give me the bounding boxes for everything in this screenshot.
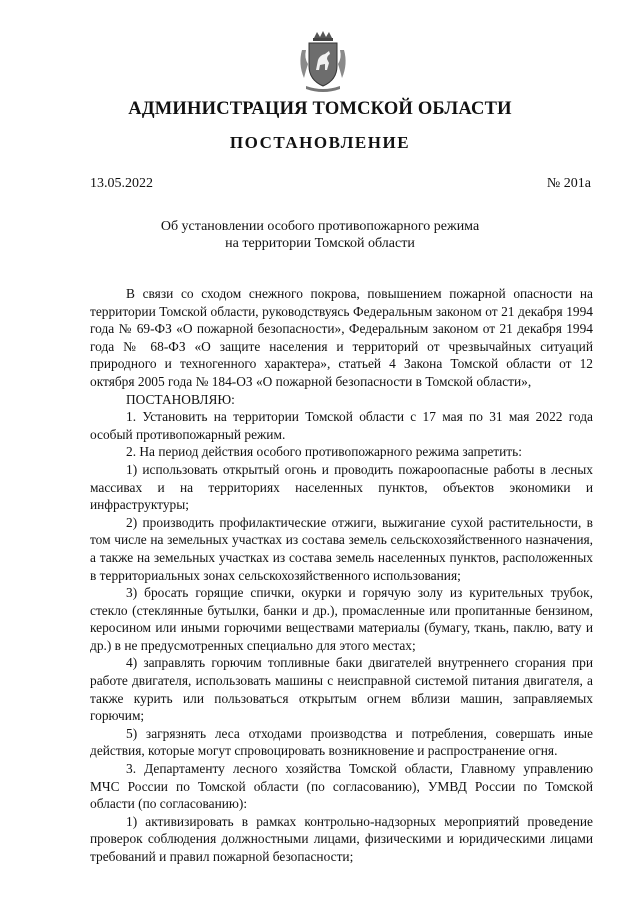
document-body [90,285,593,866]
resolve-heading: ПОСТАНОВЛЯЮ: [126,391,235,407]
document-subject [0,218,640,252]
clause-1: 1. Установить на территории Томской области с 17 мая по 31 мая 2022 года особый противопожарный режим. [90,409,593,442]
clause-2-5: 5) загрязнять леса отходами производства и потребления, совершать иные действия, которые могут спровоцировать возникновение и распространение огня. [90,725,593,759]
subject-line-1: Об установлении особого противопожарного режима [160,219,480,234]
clause-2-2: 2) производить профилактические отжиги, выжигание сухой растительности, в том числе на земельных участках из состава земель сельскохозяйственного назначения, а также на земельных участках из состава земель населенных пунктов, расположенных в территориальных зонах сельскохозяйственного использования; [90,514,593,583]
coat-of-arms-icon [296,30,350,94]
document-type: ПОСТАНОВЛЕНИЕ [229,133,411,152]
clause-2-4: 4) заправлять горючим топливные баки двигателей внутреннего сгорания при работе двигателя, использовать машины с неисправной системой питания двигателя, а также курить или пользоваться открытым огнем вблизи машин, заправляемых горючим; [90,655,593,724]
clause-2-3: 3) бросать горящие спички, окурки и горячую золу из курительных трубок, стекло (стеклянные бутылки, банки и др.), промасленные или пропитанные бензином, керосином или иными горючими веществами материалы (бумагу, ткань, паклю, вату и др.) в не предусмотренных специально для этого местах; [90,585,593,653]
clause-3-1: 1) активизировать в рамках контрольно-надзорных мероприятий проведение проверок соблюдения должностными лицами, физическими и юридическими лицами требований и правил пожарной безопасности; [90,813,593,864]
clause-2-1: 1) использовать открытый огонь и проводить пожароопасные работы в лесных массивах и на территориях населенных пунктов, объектов экономики и инфраструктуры; [90,461,593,513]
organization-title: АДМИНИСТРАЦИЯ ТОМСКОЙ ОБЛАСТИ [128,99,512,119]
subject-line-2: на территории Томской области [225,236,415,251]
document-number: № 201а [546,176,591,191]
preamble-paragraph: В связи со сходом снежного покрова, повышением пожарной опасности на территории Томской области, руководствуясь Федеральным законом от 21 декабря 1994 года № 69-ФЗ «О пожарной безопасности», Федеральным законом от 21 декабря 1994 года № 68-ФЗ «О защите населения и территорий от чрезвычайных ситуаций природного и техногенного характера», статьей 4 Закона Томской области от 12 октября 2005 года № 184-ОЗ «О пожарной безопасности в Томской области», [90,286,593,389]
document-date: 13.05.2022 [90,176,153,191]
clause-3: 3. Департаменту лесного хозяйства Томской области, Главному управлению МЧС России по Томской области (по согласованию), УМВД России по Томской области (по согласованию): [90,761,593,812]
clause-2: 2. На период действия особого противопожарного режима запретить: [126,444,522,460]
